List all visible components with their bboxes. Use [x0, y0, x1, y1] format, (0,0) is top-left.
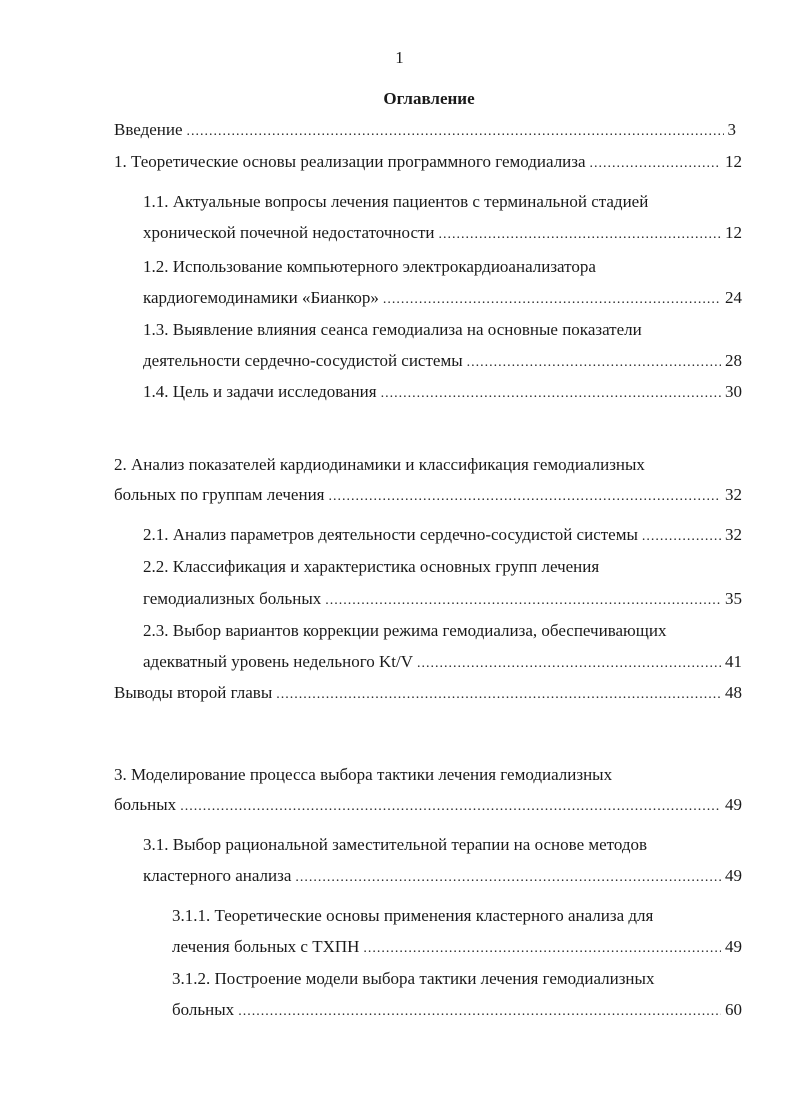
toc-entry-text: больных [114, 795, 177, 814]
toc-page-number: 41 [725, 652, 742, 671]
toc-page-number: 49 [725, 866, 742, 885]
toc-entry-chapter-2-line1[interactable]: 2. Анализ показателей кардиодинамики и классификация гемодиализных [114, 455, 645, 474]
toc-page-number: 49 [725, 795, 742, 814]
toc-entry-text: 2.1. Анализ параметров деятельности сердечно-сосудистой системы [143, 525, 638, 544]
toc-title: Оглавление [383, 89, 475, 108]
toc-entry-text: больных по группам лечения [114, 485, 325, 504]
leader-dots [187, 121, 724, 143]
toc-entry-3-1-2[interactable] [172, 999, 742, 1023]
toc-entry-conclusions-2[interactable] [114, 682, 742, 706]
toc-entry-text: 1.4. Цель и задачи исследования [143, 382, 377, 401]
toc-entry-text: 1. Теоретические основы реализации программного гемодиализа [114, 152, 586, 171]
toc-entry-2-2-line1[interactable]: 2.2. Классификация и характеристика основных групп лечения [143, 557, 600, 576]
toc-page-number: 28 [725, 351, 742, 370]
toc-entry-1-4[interactable] [143, 381, 742, 405]
leader-dots [417, 653, 721, 675]
leader-dots [295, 867, 721, 889]
toc-entry-3-1-2-line1[interactable]: 3.1.2. Построение модели выбора тактики лечения гемодиализных [172, 969, 655, 988]
toc-entry-2-1[interactable] [143, 524, 742, 548]
toc-page-number: 3 [727, 120, 736, 139]
toc-entry-1-1[interactable] [143, 222, 742, 246]
toc-entry-1-3[interactable] [143, 350, 742, 374]
toc-entry-text: хронической почечной недостаточности [143, 223, 435, 242]
toc-entry-text: адекватный уровень недельного Kt/V [143, 652, 414, 671]
leader-dots [381, 383, 721, 405]
toc-entry-chapter-1[interactable] [114, 151, 742, 175]
toc-entry-3-1-1-line1[interactable]: 3.1.1. Теоретические основы применения кластерного анализа для [172, 906, 654, 925]
leader-dots [329, 486, 722, 508]
toc-page-number: 60 [725, 1000, 742, 1019]
leader-dots [439, 224, 721, 246]
toc-entry-text: гемодиализных больных [143, 589, 322, 608]
toc-entry-text: лечения больных с ТХПН [172, 937, 360, 956]
leader-dots [276, 684, 721, 706]
toc-entry-3-1-1[interactable] [172, 936, 742, 960]
toc-entry-3-1-line1[interactable]: 3.1. Выбор рациональной заместительной терапии на основе методов [143, 835, 648, 854]
toc-page-number: 12 [725, 152, 742, 171]
toc-page-number: 30 [725, 382, 742, 401]
toc-entry-1-2-line1[interactable]: 1.2. Использование компьютерного электрокардиоанализатора [143, 257, 596, 276]
leader-dots [363, 938, 721, 960]
toc-entry-text: кардиогемодинамики «Бианкор» [143, 288, 379, 307]
toc-page-number: 12 [725, 223, 742, 242]
toc-entry-intro[interactable] [114, 119, 736, 143]
leader-dots [180, 796, 721, 818]
toc-page-number: 32 [725, 525, 742, 544]
toc-entry-text: Выводы второй главы [114, 683, 273, 702]
leader-dots [383, 289, 721, 311]
toc-entry-chapter-2[interactable] [114, 484, 742, 508]
toc-entry-text: больных [172, 1000, 235, 1019]
toc-page-number: 24 [725, 288, 742, 307]
toc-page-number: 32 [725, 485, 742, 504]
toc-entry-text: деятельности сердечно-сосудистой системы [143, 351, 463, 370]
toc-entry-chapter-3[interactable] [114, 794, 742, 818]
toc-entry-text: кластерного анализа [143, 866, 292, 885]
page-number: 1 [395, 48, 404, 67]
toc-page-number: 48 [725, 683, 742, 702]
toc-entry-1-2[interactable] [143, 287, 742, 311]
leader-dots [238, 1001, 721, 1023]
toc-entry-1-3-line1[interactable]: 1.3. Выявление влияния сеанса гемодиализа на основные показатели [143, 320, 642, 339]
leader-dots [642, 526, 721, 548]
toc-entry-2-2[interactable] [143, 588, 742, 612]
leader-dots [467, 352, 721, 374]
toc-entry-2-3[interactable] [143, 651, 742, 675]
toc-page-number: 35 [725, 589, 742, 608]
toc-page-number: 49 [725, 937, 742, 956]
toc-entry-chapter-3-line1[interactable]: 3. Моделирование процесса выбора тактики лечения гемодиализных [114, 765, 613, 784]
toc-entry-2-3-line1[interactable]: 2.3. Выбор вариантов коррекции режима гемодиализа, обеспечивающих [143, 621, 667, 640]
leader-dots [325, 590, 721, 612]
toc-entry-1-1-line1[interactable]: 1.1. Актуальные вопросы лечения пациентов с терминальной стадией [143, 192, 649, 211]
leader-dots [590, 153, 721, 175]
toc-entry-text: Введение [114, 120, 183, 139]
toc-entry-3-1[interactable] [143, 865, 742, 889]
